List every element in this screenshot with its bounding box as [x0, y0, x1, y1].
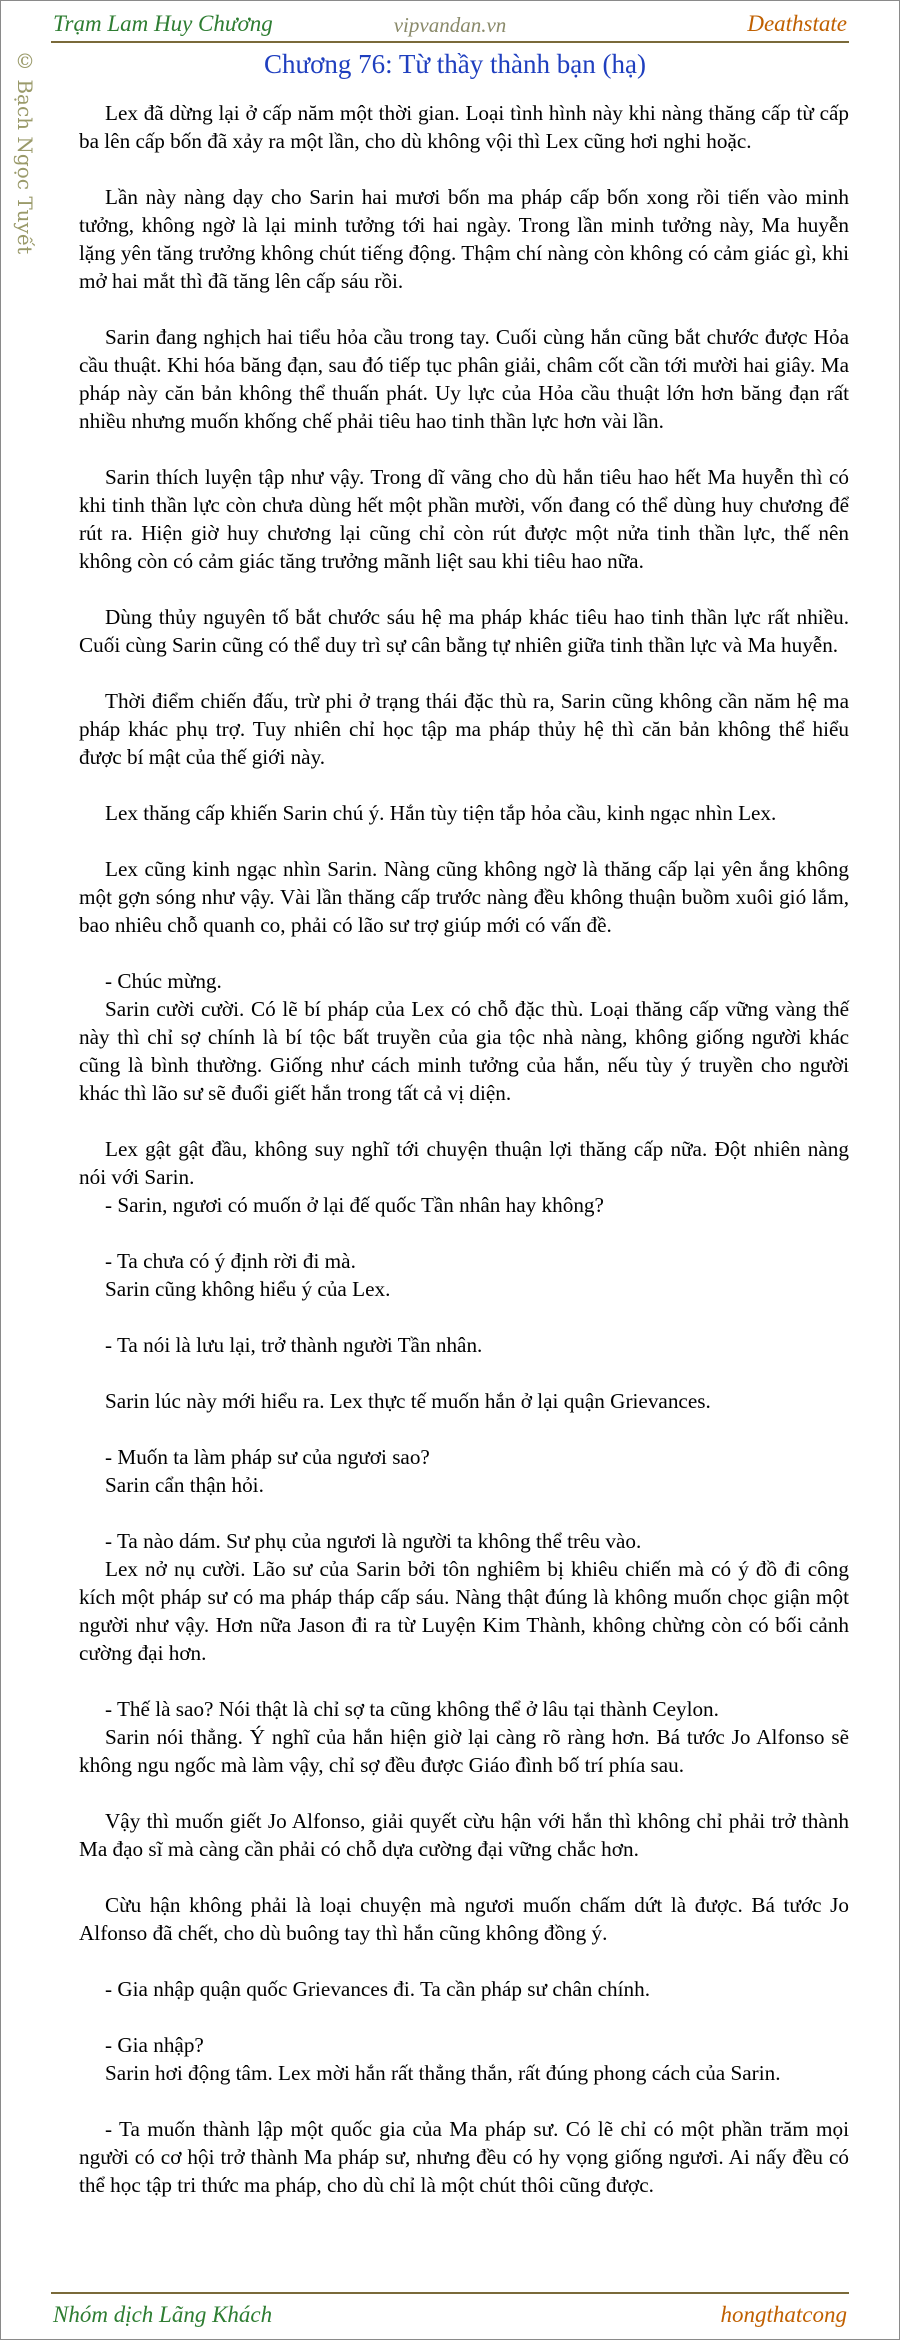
chapter-title: Chương 76: Từ thầy thành bạn (hạ)	[264, 49, 646, 79]
dialogue-line: - Sarin, ngươi có muốn ở lại đế quốc Tần nhân hay không?	[105, 1193, 604, 1217]
footer-editor: hongthatcong	[720, 2302, 847, 2327]
narration-line: Sarin cẩn thận hỏi.	[105, 1473, 264, 1497]
side-copyright: © Bạch Ngọc Tuyết	[13, 49, 37, 255]
paragraph: Thời điểm chiến đấu, trừ phi ở trạng thái đặc thù ra, Sarin cũng không cần năm hệ ma pháp khác phụ trợ. Tuy nhiên chỉ học tập ma pháp thủy hệ thì căn bản không thể hiểu được bí mật của thế giới này.	[79, 689, 849, 769]
paragraph: Lex đã dừng lại ở cấp năm một thời gian. Loại tình hình này khi nàng thăng cấp từ cấp ba lên cấp bốn đã xảy ra một lần, cho dù không vội thì Lex cũng hơi nghi hoặc.	[79, 101, 849, 153]
dialogue-line: - Ta nào dám. Sư phụ của ngươi là người ta không thể trêu vào.	[105, 1529, 642, 1553]
paragraph: Dùng thủy nguyên tố bắt chước sáu hệ ma pháp khác tiêu hao tinh thần lực rất nhiều. Cuối cùng Sarin cũng có thể duy trì sự cân bằng tự nhiên giữa tinh thần lực và Ma huyễn.	[79, 605, 849, 657]
chapter-content	[79, 99, 849, 2227]
dialogue-line: - Ta nói là lưu lại, trở thành người Tần nhân.	[105, 1333, 483, 1357]
header-site: vipvandan.vn	[393, 13, 507, 37]
narration-line: Sarin lúc này mới hiểu ra. Lex thực tế muốn hắn ở lại quận Grievances.	[105, 1389, 711, 1413]
paragraph: - Ta muốn thành lập một quốc gia của Ma pháp sư. Có lẽ chỉ có một phần trăm mọi người có cơ hội trở thành Ma pháp sư, nhưng đều có hy vọng giống ngươi. Ai nấy đều có thể học tập tri thức ma pháp, cho dù chỉ là một chút thôi cũng được.	[79, 2117, 849, 2197]
paragraph: Lex gật gật đầu, không suy nghĩ tới chuyện thuận lợi thăng cấp nữa. Đột nhiên nàng nói với Sarin.	[79, 1137, 849, 1189]
paragraph: Vậy thì muốn giết Jo Alfonso, giải quyết cừu hận với hắn thì không chỉ phải trở thành Ma đạo sĩ mà càng cần phải có chỗ dựa cường đại vững chắc hơn.	[79, 1809, 849, 1861]
paragraph: Lex nở nụ cười. Lão sư của Sarin bởi tôn nghiêm bị khiêu chiến mà có ý đồ đi công kích một pháp sư có ma pháp tháp cấp sáu. Nàng thật đúng là không muốn chọc giận một người như vậy. Hơn nữa Jason đi ra từ Luyện Kim Thành, không chừng còn có bối cảnh cường đại hơn.	[79, 1557, 849, 1665]
dialogue-line: - Chúc mừng.	[105, 969, 222, 993]
dialogue-line: - Muốn ta làm pháp sư của ngươi sao?	[105, 1445, 430, 1469]
paragraph: Lex thăng cấp khiến Sarin chú ý. Hắn tùy tiện tắp hỏa cầu, kinh ngạc nhìn Lex.	[105, 801, 777, 825]
dialogue-line: - Ta chưa có ý định rời đi mà.	[105, 1249, 356, 1273]
paragraph: Sarin nói thẳng. Ý nghĩ của hắn hiện giờ lại càng rõ ràng hơn. Bá tước Jo Alfonso sẽ không ngu ngốc mà làm vậy, chỉ sợ đều được Giáo đình bố trí phía sau.	[79, 1725, 849, 1777]
paragraph: Sarin đang nghịch hai tiểu hỏa cầu trong tay. Cuối cùng hắn cũng bắt chước được Hỏa cầu thuật. Khi hóa băng đạn, sau đó tiếp tục phân giải, châm cốt cần tới mười hai giây. Ma pháp này căn bản không thể thuấn phát. Uy lực của Hỏa cầu thuật lớn hơn băng đạn rất nhiều nhưng muốn khống chế phải tiêu hao tinh thần lực hơn vài lần.	[79, 325, 849, 433]
narration-line: Sarin hơi động tâm. Lex mời hắn rất thẳng thắn, rất đúng phong cách của Sarin.	[105, 2061, 781, 2085]
dialogue-line: - Gia nhập quận quốc Grievances đi. Ta cần pháp sư chân chính.	[105, 1977, 650, 2001]
dialogue-line: - Gia nhập?	[105, 2033, 204, 2057]
header-book-title: Trạm Lam Huy Chương	[53, 11, 273, 36]
header-author: Deathstate	[747, 11, 847, 36]
paragraph: Lần này nàng dạy cho Sarin hai mươi bốn ma pháp cấp bốn xong rồi tiến vào minh tưởng, không ngờ là lại minh tưởng tới hai ngày. Trong lần minh tưởng này, Ma huyễn lặng yên tăng trưởng không chút tiếng động. Thậm chí nàng còn không có cảm giác gì, khi mở hai mắt thì đã tăng lên cấp sáu rồi.	[79, 185, 849, 293]
page-header	[51, 7, 849, 43]
paragraph: Lex cũng kinh ngạc nhìn Sarin. Nàng cũng không ngờ là thăng cấp lại yên ắng không một gợn sóng như vậy. Vài lần thăng cấp trước nàng đều không thuận buồm xuôi gió lắm, bao nhiêu chỗ quanh co, phải có lão sư trợ giúp mới có vấn đề.	[79, 857, 849, 937]
page-footer	[51, 2292, 849, 2334]
paragraph: Sarin thích luyện tập như vậy. Trong dĩ vãng cho dù hắn tiêu hao hết Ma huyễn thì có khi tinh thần lực còn chưa dùng hết một phần mười, vốn đang có thể dùng huy chương để rút ra. Hiện giờ huy chương lại cũng chỉ còn rút được một nửa tinh thần lực, thế nên không còn có cảm giác tăng trưởng mãnh liệt sau khi tiêu hao nữa.	[79, 465, 849, 573]
footer-translator: Nhóm dịch Lãng Khách	[53, 2302, 273, 2327]
paragraph: Sarin cười cười. Có lẽ bí pháp của Lex có chỗ đặc thù. Loại thăng cấp vững vàng thế này thì chỉ sợ chính là bí tộc bất truyền của gia tộc nhà nàng, không giống người khác cũng là bình thường. Giống như cách minh tưởng của hắn, nếu tùy ý truyền cho người khác thì lão sư sẽ đuổi giết hắn trong tất cả vị diện.	[79, 997, 849, 1105]
dialogue-line: - Thế là sao? Nói thật là chỉ sợ ta cũng không thể ở lâu tại thành Ceylon.	[105, 1697, 719, 1721]
narration-line: Sarin cũng không hiểu ý của Lex.	[105, 1277, 391, 1301]
paragraph: Cừu hận không phải là loại chuyện mà ngươi muốn chấm dứt là được. Bá tước Jo Alfonso đã chết, cho dù buông tay thì hắn cũng không đồng ý.	[79, 1893, 849, 1945]
